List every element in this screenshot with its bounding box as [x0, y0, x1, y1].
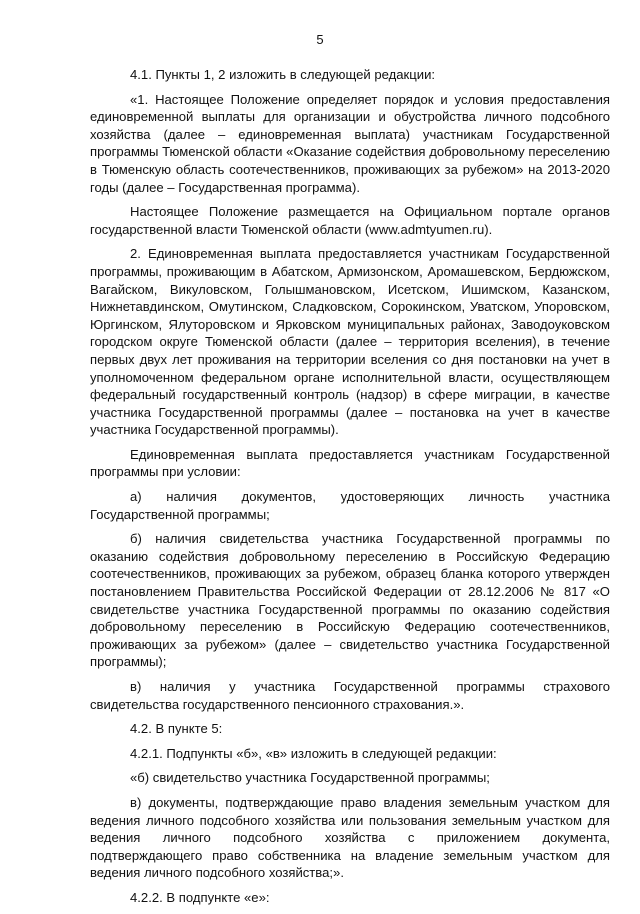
paragraph: б) наличия свидетельства участника Государственной программы по оказанию содействия добровольному переселению в Российскую Федерацию соотечественников, проживающих за рубежом, образец бланка которого утвержден постановлением Правительства Российской Федерации от 28.12.2006 № 817 «О свидетельстве участника Государственной программы по оказанию содействия добровольному переселению в Российскую Федерацию соотечественников, проживающих за рубежом» (далее – свидетельство участника Государственной программы);: [90, 531, 610, 670]
document-body: [90, 66, 610, 914]
paragraph: 2. Единовременная выплата предоставляется участникам Государственной программы, проживающим в Абатском, Армизонском, Аромашевском, Бердюжском, Вагайском, Викуловском, Голышмановском, Исетском, Ишимском, Казанском, Нижнетавдинском, Омутинском, Сладковском, Сорокинском, Уватском, Упоровском, Юргинском, Ялуторовском и Ярковском муниципальных районах, Заводоуковском городском округе Тюменской области (далее – территория вселения), в течение первых двух лет проживания на территории вселения со дня постановки на учет в уполномоченном федеральном органе исполнительной власти, осуществляющем федеральный государственный контроль (надзор) в сфере миграции, в качестве участника Государственной программы (далее – постановка на учет в качестве участника Государственной программы).: [90, 246, 610, 438]
paragraph: «б) свидетельство участника Государственной программы;: [130, 770, 490, 786]
paragraph: 4.2. В пункте 5:: [130, 721, 223, 737]
paragraph: Настоящее Положение размещается на Официальном портале органов государственной власти Тюменской области (www.admtyumen.ru).: [90, 204, 610, 237]
paragraph: «1. Настоящее Положение определяет порядок и условия предоставления единовременной выплаты для организации и обустройства личного подсобного хозяйства (далее – единовременная выплата) участникам Государственной программы Тюменской области «Оказание содействия добровольному переселению в Тюменскую область соотечественников, проживающих за рубежом» на 2013-2020 годы (далее – Государственная программа).: [90, 91, 610, 195]
paragraph: в) документы, подтверждающие право владения земельным участком для ведения личного подсобного хозяйства или пользования земельным участком для ведения личного подсобного хозяйства с приложением документа, подтверждающего право собственника на владение земельным участком для ведения личного подсобного хозяйства;».: [90, 794, 610, 881]
paragraph: 4.2.1. Подпункты «б», «в» изложить в следующей редакции:: [130, 745, 497, 761]
paragraph: а) наличия документов, удостоверяющих личность участника Государственной программы;: [90, 489, 610, 522]
paragraph: в) наличия у участника Государственной программы страхового свидетельства государственного пенсионного страхования.».: [90, 679, 610, 712]
paragraph: 4.2.2. В подпункте «е»:: [130, 889, 270, 905]
page-number: 5: [316, 32, 324, 47]
paragraph: 4.1. Пункты 1, 2 изложить в следующей редакции:: [130, 67, 436, 82]
paragraph: Единовременная выплата предоставляется участникам Государственной программы при условии:: [90, 446, 610, 480]
